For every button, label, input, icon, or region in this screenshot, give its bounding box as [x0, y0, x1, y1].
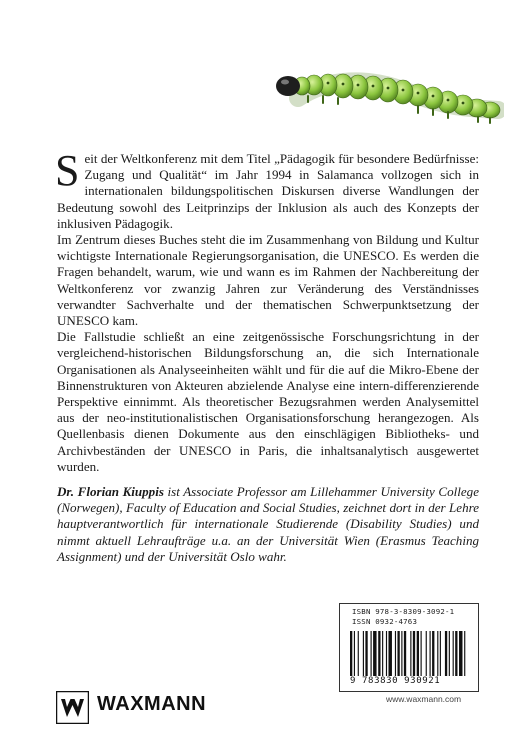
paragraph-2: Im Zentrum dieses Buches steht die im Zusammenhang von Bildung und Kultur wichtigste Internationale Regierungsorganisation, die UNESCO. Es werden die Fragen behandelt, warum, wie und wann es im Rahmen der Nachbereitung der Weltkonferenz vor zwanzig Jahren zur Veränderung des Verständnisses verwandter Sachverhalte und der thematischen Schwerpunktsetzung der UNESCO kam.: [57, 232, 479, 329]
isbn-box: [339, 603, 479, 692]
isbn-number: ISBN 978-3-8309-3092-1: [352, 607, 455, 616]
drop-cap: S: [55, 146, 80, 195]
paragraph-1-text: eit der Weltkonferenz mit dem Titel „Pädagogik für besondere Bedürfnisse: Zugang und Qualität“ im Jahr 1994 in Salamanca vollzogen sich in internationalen bildungspolitischen Diskursen diverse Wandlungen der Bedeutung sowohl des Leitprinzips der Inklusion als auch des Konzepts der inklusiven Pädagogik.: [57, 151, 479, 231]
author-name: Dr. Florian Kiuppis: [57, 484, 164, 500]
issn-number: ISSN 0932-4763: [352, 617, 418, 626]
author-bio: [57, 484, 479, 565]
barcode-number: 9 783830 930921: [350, 676, 441, 686]
waxmann-logo-icon: [56, 691, 89, 724]
publisher-website: www.waxmann.com: [386, 694, 462, 704]
paragraph-3: Die Fallstudie schließt an eine zeitgenössische Forschungsrichtung in der vergleichend-historischen Bildungsforschung an, die sich Internationale Organisationen als Analyseeinheiten wählt und für die auf die Mikro-Ebene der Binnenstrukturen von Akteuren abzielende Analyse eine intern-differenzierende Perspektive einnimmt. Als theoretischer Bezugsrahmen werden Analysemittel aus der neo-institutionalistischen Organisationsforschung herangezogen. Als Quellenbasis dienen Dokumente aus den einschlägigen Bibliotheks- und Archivbeständen der UNESCO in Paris, die inhaltsanalytisch ausgewertet wurden.: [57, 329, 479, 474]
barcode: [350, 631, 468, 676]
author-bio-text: ist Associate Professor am Lillehammer University College (Norwegen), Faculty of Education and Social Studies, zeichnet dort in der Lehre hauptverantwortlich für internationale Studierende (Disability Studies) und nimmt aktuell Lehraufträge u.a. an der Universität Wien (Erasmus Teaching Assignment) und der Universität Oslo wahr.: [57, 484, 479, 564]
caterpillar-icon: [268, 58, 504, 138]
paragraph-1: [55, 146, 479, 232]
publisher-logo-text: WAXMANN: [97, 693, 207, 715]
back-cover-text: [55, 146, 479, 565]
